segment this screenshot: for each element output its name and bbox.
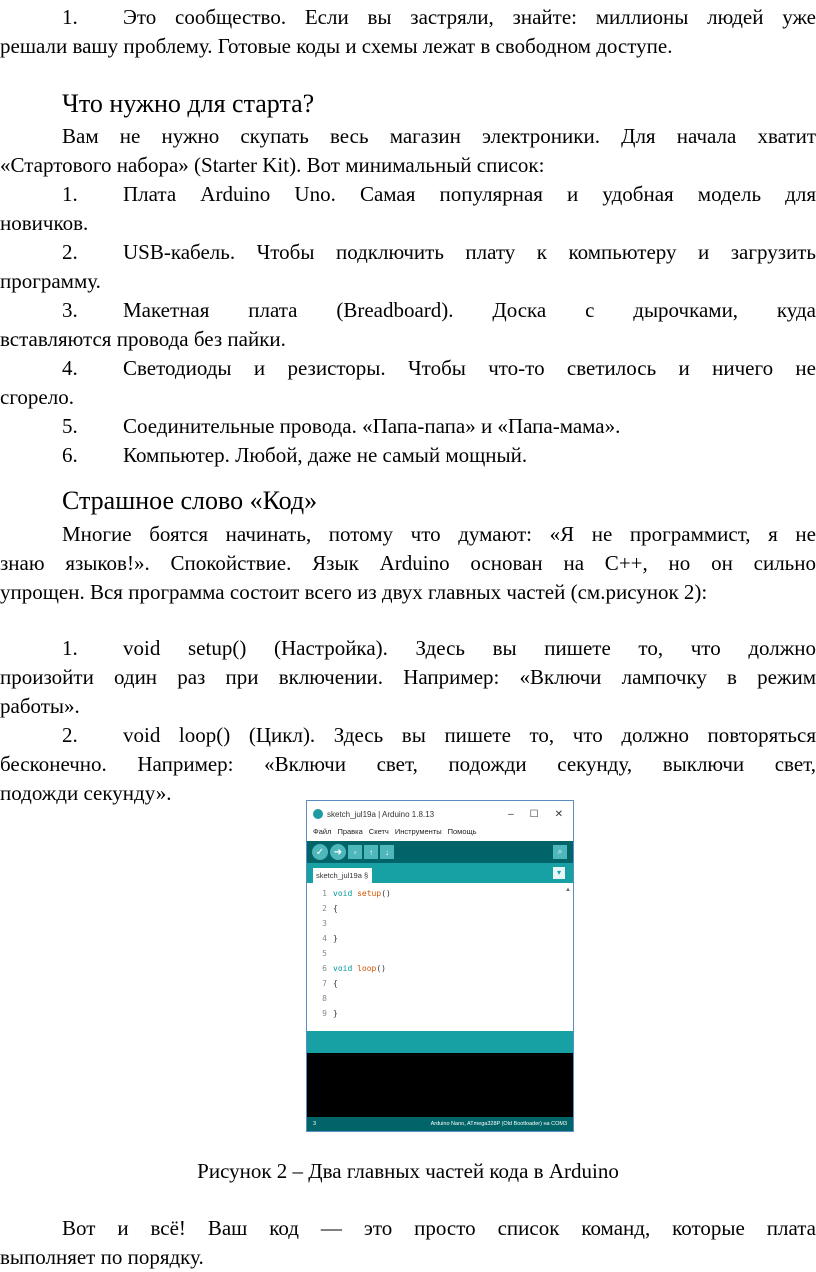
upload-icon: ➜ [330, 844, 346, 860]
footer-line-number: 3 [313, 1121, 317, 1127]
code-keyword: void [333, 964, 358, 973]
ide-window-title: sketch_jul19a | Arduino 1.8.13 [327, 809, 435, 819]
footer-board-info: Arduino Nano, ATmega328P (Old Bootloader) на COM3 [430, 1121, 567, 1127]
list-item-number: 5. [62, 414, 78, 438]
list-item-leds: Светодиоды и резисторы. Чтобы что-то светилось и ничего не [123, 356, 816, 380]
minimize-icon: – [508, 808, 514, 820]
code-line-number: 8 [322, 994, 327, 1003]
list-item-number: 2. [62, 723, 78, 747]
list-item-breadboard-cont: вставляются провода без пайки. [0, 327, 286, 351]
menu-file: Файл [313, 827, 332, 836]
ide-status-bar [307, 1031, 573, 1053]
code-text: { [333, 904, 338, 913]
code-text: () [376, 964, 386, 973]
section-heading-code: Страшное слово «Код» [62, 486, 318, 515]
ide-title-bar [307, 801, 573, 827]
code-text: { [333, 979, 338, 988]
arduino-logo-icon [313, 809, 323, 819]
ide-menu-bar [307, 827, 573, 841]
list-item-usb-cable: USB-кабель. Чтобы подключить плату к компьютеру и загрузить [123, 240, 816, 264]
ide-footer [307, 1117, 573, 1131]
serial-monitor-icon: ⌕ [553, 845, 567, 859]
code-line [333, 964, 386, 973]
code-line-number: 4 [322, 934, 327, 943]
start-paragraph-line2: «Стартового набора» (Starter Kit). Вот минимальный список: [0, 153, 545, 177]
figure-caption: Рисунок 2 – Два главных частей кода в Arduino [197, 1159, 619, 1183]
sketch-tab: sketch_jul19a § [313, 868, 372, 883]
save-sketch-icon: ↓ [380, 845, 394, 859]
code-text: } [333, 1009, 338, 1018]
menu-edit: Правка [337, 827, 363, 836]
list-item-setup-cont2: работы». [0, 694, 80, 718]
code-keyword: void [333, 889, 358, 898]
code-function: setup [357, 889, 382, 898]
list-item-breadboard: Макетная плата (Breadboard). Доска с дырочками, куда [123, 298, 816, 322]
menu-sketch: Скетч [368, 827, 389, 836]
new-sketch-icon: ▫ [348, 845, 362, 859]
intro-item-number: 1. [62, 5, 78, 29]
list-item-leds-cont: сгорело. [0, 385, 74, 409]
code-function: loop [357, 964, 377, 973]
maximize-icon: ☐ [529, 808, 539, 820]
code-line [333, 1009, 338, 1018]
list-item-number: 1. [62, 182, 78, 206]
list-item-arduino-uno: Плата Arduino Uno. Самая популярная и удобная модель для [123, 182, 816, 206]
outro-line1: Вот и всё! Ваш код — это просто список команд, которые плата [62, 1216, 816, 1240]
code-text: } [333, 934, 338, 943]
list-item-computer: Компьютер. Любой, даже не самый мощный. [123, 443, 528, 467]
list-item-usb-cable-cont: программу. [0, 269, 101, 293]
list-item-number: 1. [62, 636, 78, 660]
code-line [333, 889, 391, 898]
code-line-number: 6 [322, 964, 327, 973]
list-item-setup: void setup() (Настройка). Здесь вы пишете то, что должно [123, 636, 816, 660]
code-paragraph-line1: Многие боятся начинать, потому что думают: «Я не программист, я не [62, 522, 816, 546]
list-item-wires: Соединительные провода. «Папа-папа» и «Папа-мама». [123, 414, 621, 438]
code-line-number: 3 [322, 919, 327, 928]
list-item-number: 4. [62, 356, 78, 380]
close-icon: ✕ [554, 808, 563, 820]
ide-toolbar [307, 841, 573, 863]
code-line-number: 5 [322, 949, 327, 958]
code-editor [307, 883, 573, 1031]
ide-tab-bar [307, 863, 573, 883]
list-item-arduino-uno-cont: новичков. [0, 211, 89, 235]
code-line [333, 904, 338, 913]
menu-tools: Инструменты [394, 827, 442, 836]
menu-help: Помощь [447, 827, 477, 836]
list-item-number: 6. [62, 443, 78, 467]
list-item-loop: void loop() (Цикл). Здесь вы пишете то, что должно повторяться [123, 723, 816, 747]
intro-item-line1: Это сообщество. Если вы застряли, знайте: миллионы людей уже [123, 5, 816, 29]
outro-line2: выполняет по порядку. [0, 1245, 204, 1269]
code-text: () [381, 889, 391, 898]
list-item-setup-cont: произойти один раз при включении. Например: «Включи лампочку в режим [0, 665, 816, 689]
code-line-number: 9 [322, 1009, 327, 1018]
list-item-loop-cont2: подожди секунду». [0, 781, 172, 805]
verify-icon: ✓ [312, 844, 328, 860]
code-line [333, 979, 338, 988]
code-line-number: 2 [322, 904, 327, 913]
list-item-loop-cont: бесконечно. Например: «Включи свет, подожди секунду, выключи свет, [0, 752, 816, 776]
editor-scrollbar: ▲ [565, 887, 571, 893]
code-paragraph-line3: упрощен. Вся программа состоит всего из двух главных частей (см.рисунок 2): [0, 580, 708, 604]
list-item-number: 3. [62, 298, 78, 322]
code-line [333, 934, 338, 943]
ide-console [307, 1053, 573, 1117]
section-heading-start: Что нужно для старта? [62, 89, 315, 118]
list-item-number: 2. [62, 240, 78, 264]
arduino-ide-screenshot [306, 800, 574, 1132]
code-line-number: 7 [322, 979, 327, 988]
code-paragraph-line2: знаю языков!». Спокойствие. Язык Arduino основан на C++, но он сильно [0, 551, 816, 575]
intro-item-line2: решали вашу проблему. Готовые коды и схемы лежат в свободном доступе. [0, 34, 673, 58]
tab-menu-icon: ▾ [553, 867, 565, 879]
start-paragraph-line1: Вам не нужно скупать весь магазин электроники. Для начала хватит [62, 124, 816, 148]
code-line-number: 1 [322, 889, 327, 898]
open-sketch-icon: ↑ [364, 845, 378, 859]
